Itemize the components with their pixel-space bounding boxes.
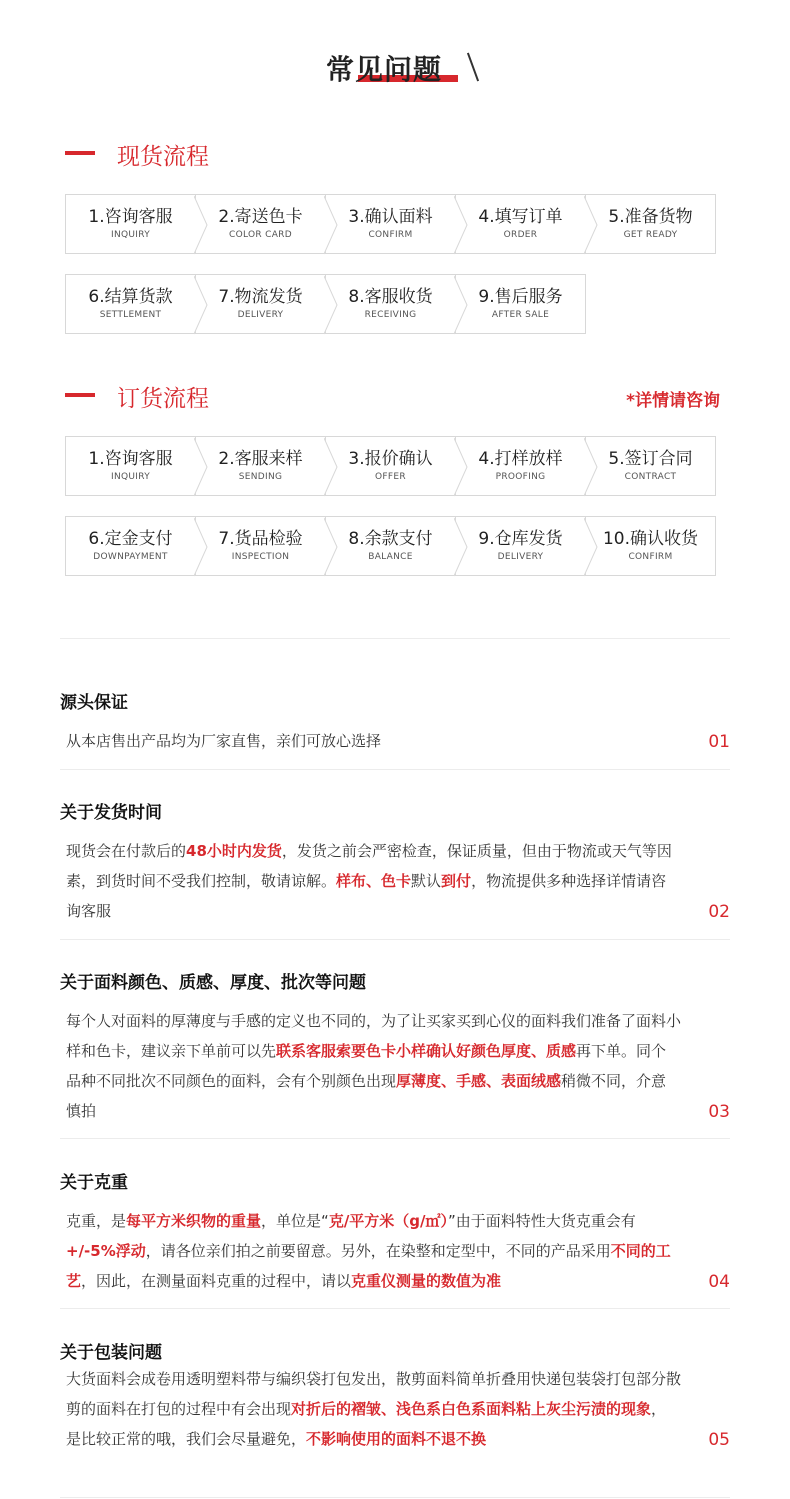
divider xyxy=(60,638,730,639)
process-step xyxy=(65,274,196,334)
faq-item xyxy=(60,1338,730,1450)
step-label: 7.物流发货 xyxy=(218,287,303,307)
body-text: 大货面料会成卷用透明塑料带与编织袋打包发出，散剪面料简单折叠用快递包装袋打包部分散剪的面料在打包的过程中有会出现 xyxy=(66,1370,682,1418)
highlight-text: 克重仪测量的数值为准 xyxy=(351,1272,502,1290)
process-step xyxy=(65,516,196,576)
chevron-right-icon xyxy=(194,517,208,577)
chevron-right-icon xyxy=(454,517,468,577)
process-step xyxy=(195,194,326,254)
faq-body xyxy=(66,1364,681,1454)
step-label: 4.填写订单 xyxy=(478,207,563,227)
body-text: 每个人对面料的厚薄度与手感的定义也不同的，为了让买家买到心仪的面料我们准备了面料小样和色卡，建议亲下单前可以先 xyxy=(66,1012,682,1060)
order-process-header xyxy=(65,380,725,410)
chevron-right-icon xyxy=(454,437,468,497)
body-text: 现货会在付款后的 xyxy=(66,842,187,860)
body-text: ，请各位亲们拍之前要留意。另外，在染整和定型中，不同的产品采用 xyxy=(145,1242,611,1260)
faq-number: 01 xyxy=(708,732,730,752)
highlight-text: 对折后的褶皱、浅色系白色系面料粘上灰尘污渍的现象 xyxy=(291,1400,652,1418)
chevron-right-icon xyxy=(194,195,208,255)
process-step xyxy=(585,516,716,576)
section-bar xyxy=(65,393,95,397)
order-process-note: *详情请咨询 xyxy=(626,391,720,411)
process-step xyxy=(455,436,586,496)
body-text: 默认 xyxy=(411,872,442,890)
spot-steps-row-1 xyxy=(65,194,715,254)
highlight-text: 每平方米织物的重量 xyxy=(126,1212,262,1230)
highlight-text: 不同的工艺 xyxy=(66,1242,671,1290)
faq-number: 03 xyxy=(708,1102,730,1122)
step-english-label: CONFIRM xyxy=(628,552,673,562)
process-step xyxy=(325,516,456,576)
order-steps-row-1 xyxy=(65,436,715,496)
faq-title: 源头保证 xyxy=(60,693,128,713)
chevron-right-icon xyxy=(324,517,338,577)
highlight-text: 样布、色卡 xyxy=(336,872,412,890)
step-label: 9.仓库发货 xyxy=(478,529,563,549)
spot-process-title: 现货流程 xyxy=(117,144,209,170)
process-step xyxy=(195,274,326,334)
faq-item xyxy=(60,968,730,1122)
step-label: 9.售后服务 xyxy=(478,287,563,307)
step-english-label: DELIVERY xyxy=(237,310,284,320)
chevron-right-icon xyxy=(584,437,598,497)
step-english-label: OFFER xyxy=(375,472,406,482)
step-english-label: SENDING xyxy=(238,472,283,482)
process-step xyxy=(455,194,586,254)
step-english-label: COLOR CARD xyxy=(229,230,292,240)
highlight-text: 联系客服索要色卡小样确认好颜色厚度、质感 xyxy=(276,1042,577,1060)
page-title: 常见问题 xyxy=(326,53,443,86)
faq-item xyxy=(60,798,730,922)
body-text: ”由于面料特性大货克重会有 xyxy=(448,1212,636,1230)
step-english-label: BALANCE xyxy=(368,552,413,562)
faq-title: 关于面料颜色、质感、厚度、批次等问题 xyxy=(60,973,366,993)
body-text: ，是比较正常的哦，我们会尽量避免， xyxy=(66,1400,667,1448)
faq-title: 关于克重 xyxy=(60,1173,128,1193)
process-step xyxy=(325,436,456,496)
highlight-text: 到付 xyxy=(441,872,472,890)
step-label: 6.结算货款 xyxy=(88,287,173,307)
process-step xyxy=(195,436,326,496)
body-text: ，因此，在测量面料克重的过程中，请以 xyxy=(81,1272,352,1290)
chevron-right-icon xyxy=(454,195,468,255)
chevron-right-icon xyxy=(324,275,338,335)
process-step xyxy=(65,436,196,496)
process-step xyxy=(325,274,456,334)
step-label: 4.打样放样 xyxy=(478,449,563,469)
step-label: 1.咨询客服 xyxy=(88,207,173,227)
body-text: 再下单。同个品种不同批次不同颜色的面料，会有个别颜色出现 xyxy=(66,1042,667,1090)
step-english-label: INSPECTION xyxy=(231,552,290,562)
process-step xyxy=(65,194,196,254)
faq-number: 04 xyxy=(708,1272,730,1292)
step-label: 2.客服来样 xyxy=(218,449,303,469)
faq-title: 关于发货时间 xyxy=(60,803,162,823)
step-label: 5.签订合同 xyxy=(608,449,693,469)
divider xyxy=(60,1138,730,1139)
step-english-label: CONFIRM xyxy=(368,230,413,240)
chevron-right-icon xyxy=(194,437,208,497)
process-step xyxy=(455,274,586,334)
body-text: ，物流提供多种选择详情请咨询客服 xyxy=(66,872,667,920)
process-step xyxy=(585,194,716,254)
step-label: 2.寄送色卡 xyxy=(218,207,303,227)
step-english-label: SETTLEMENT xyxy=(99,310,162,320)
body-text: 从本店售出产品均为厂家直售，亲们可放心选择 xyxy=(66,732,382,750)
step-english-label: INQUIRY xyxy=(111,230,150,240)
divider xyxy=(60,769,730,770)
faq-item xyxy=(60,1168,730,1292)
faq-body xyxy=(66,1206,681,1296)
faq-body xyxy=(66,836,681,926)
chevron-right-icon xyxy=(324,437,338,497)
chevron-right-icon xyxy=(194,275,208,335)
chevron-right-icon xyxy=(584,195,598,255)
step-label: 3.报价确认 xyxy=(348,449,433,469)
step-english-label: PROOFING xyxy=(495,472,546,482)
faq-number: 02 xyxy=(708,902,730,922)
step-label: 5.准备货物 xyxy=(608,207,693,227)
faq-item xyxy=(60,688,730,752)
highlight-text: 不影响使用的面料不退不换 xyxy=(306,1430,487,1448)
step-label: 8.余款支付 xyxy=(348,529,433,549)
body-text: 克重，是 xyxy=(66,1212,127,1230)
title-slash-decoration xyxy=(467,53,479,82)
step-label: 10.确认收货 xyxy=(602,529,699,549)
order-steps-row-2 xyxy=(65,516,715,576)
highlight-text: +/-5%浮动 xyxy=(66,1242,146,1260)
highlight-text: 48小时内发货 xyxy=(186,842,282,860)
step-english-label: CONTRACT xyxy=(624,472,677,482)
faq-body xyxy=(66,1006,681,1126)
chevron-right-icon xyxy=(584,517,598,577)
chevron-right-icon xyxy=(324,195,338,255)
body-text: ，单位是“ xyxy=(261,1212,329,1230)
process-step xyxy=(195,516,326,576)
spot-process-header xyxy=(65,138,725,168)
body-text: 稍微不同，介意慎拍 xyxy=(66,1072,667,1120)
step-english-label: GET READY xyxy=(623,230,678,240)
divider xyxy=(60,1497,730,1498)
highlight-text: 厚薄度、手感、表面绒感 xyxy=(396,1072,562,1090)
step-english-label: RECEIVING xyxy=(364,310,417,320)
step-english-label: ORDER xyxy=(503,230,538,240)
divider xyxy=(60,939,730,940)
chevron-right-icon xyxy=(454,275,468,335)
section-bar xyxy=(65,151,95,155)
process-step xyxy=(455,516,586,576)
order-process-title: 订货流程 xyxy=(117,386,209,412)
step-english-label: DOWNPAYMENT xyxy=(93,552,168,562)
step-label: 8.客服收货 xyxy=(348,287,433,307)
process-step xyxy=(585,436,716,496)
divider xyxy=(60,1308,730,1309)
faq-number: 05 xyxy=(708,1430,730,1450)
highlight-text: 克/平方米（g/㎡） xyxy=(328,1212,449,1230)
step-label: 7.货品检验 xyxy=(218,529,303,549)
page-header xyxy=(0,48,790,88)
step-english-label: INQUIRY xyxy=(111,472,150,482)
step-label: 6.定金支付 xyxy=(88,529,173,549)
body-text: ，发货之前会严密检查，保证质量，但由于物流或天气等因素，到货时间不受我们控制，敬请谅解。 xyxy=(66,842,672,890)
step-english-label: AFTER SALE xyxy=(491,310,550,320)
step-label: 1.咨询客服 xyxy=(88,449,173,469)
process-step xyxy=(325,194,456,254)
faq-title: 关于包装问题 xyxy=(60,1343,162,1363)
step-english-label: DELIVERY xyxy=(497,552,544,562)
step-label: 3.确认面料 xyxy=(348,207,433,227)
faq-body xyxy=(66,726,681,756)
spot-steps-row-2 xyxy=(65,274,585,334)
